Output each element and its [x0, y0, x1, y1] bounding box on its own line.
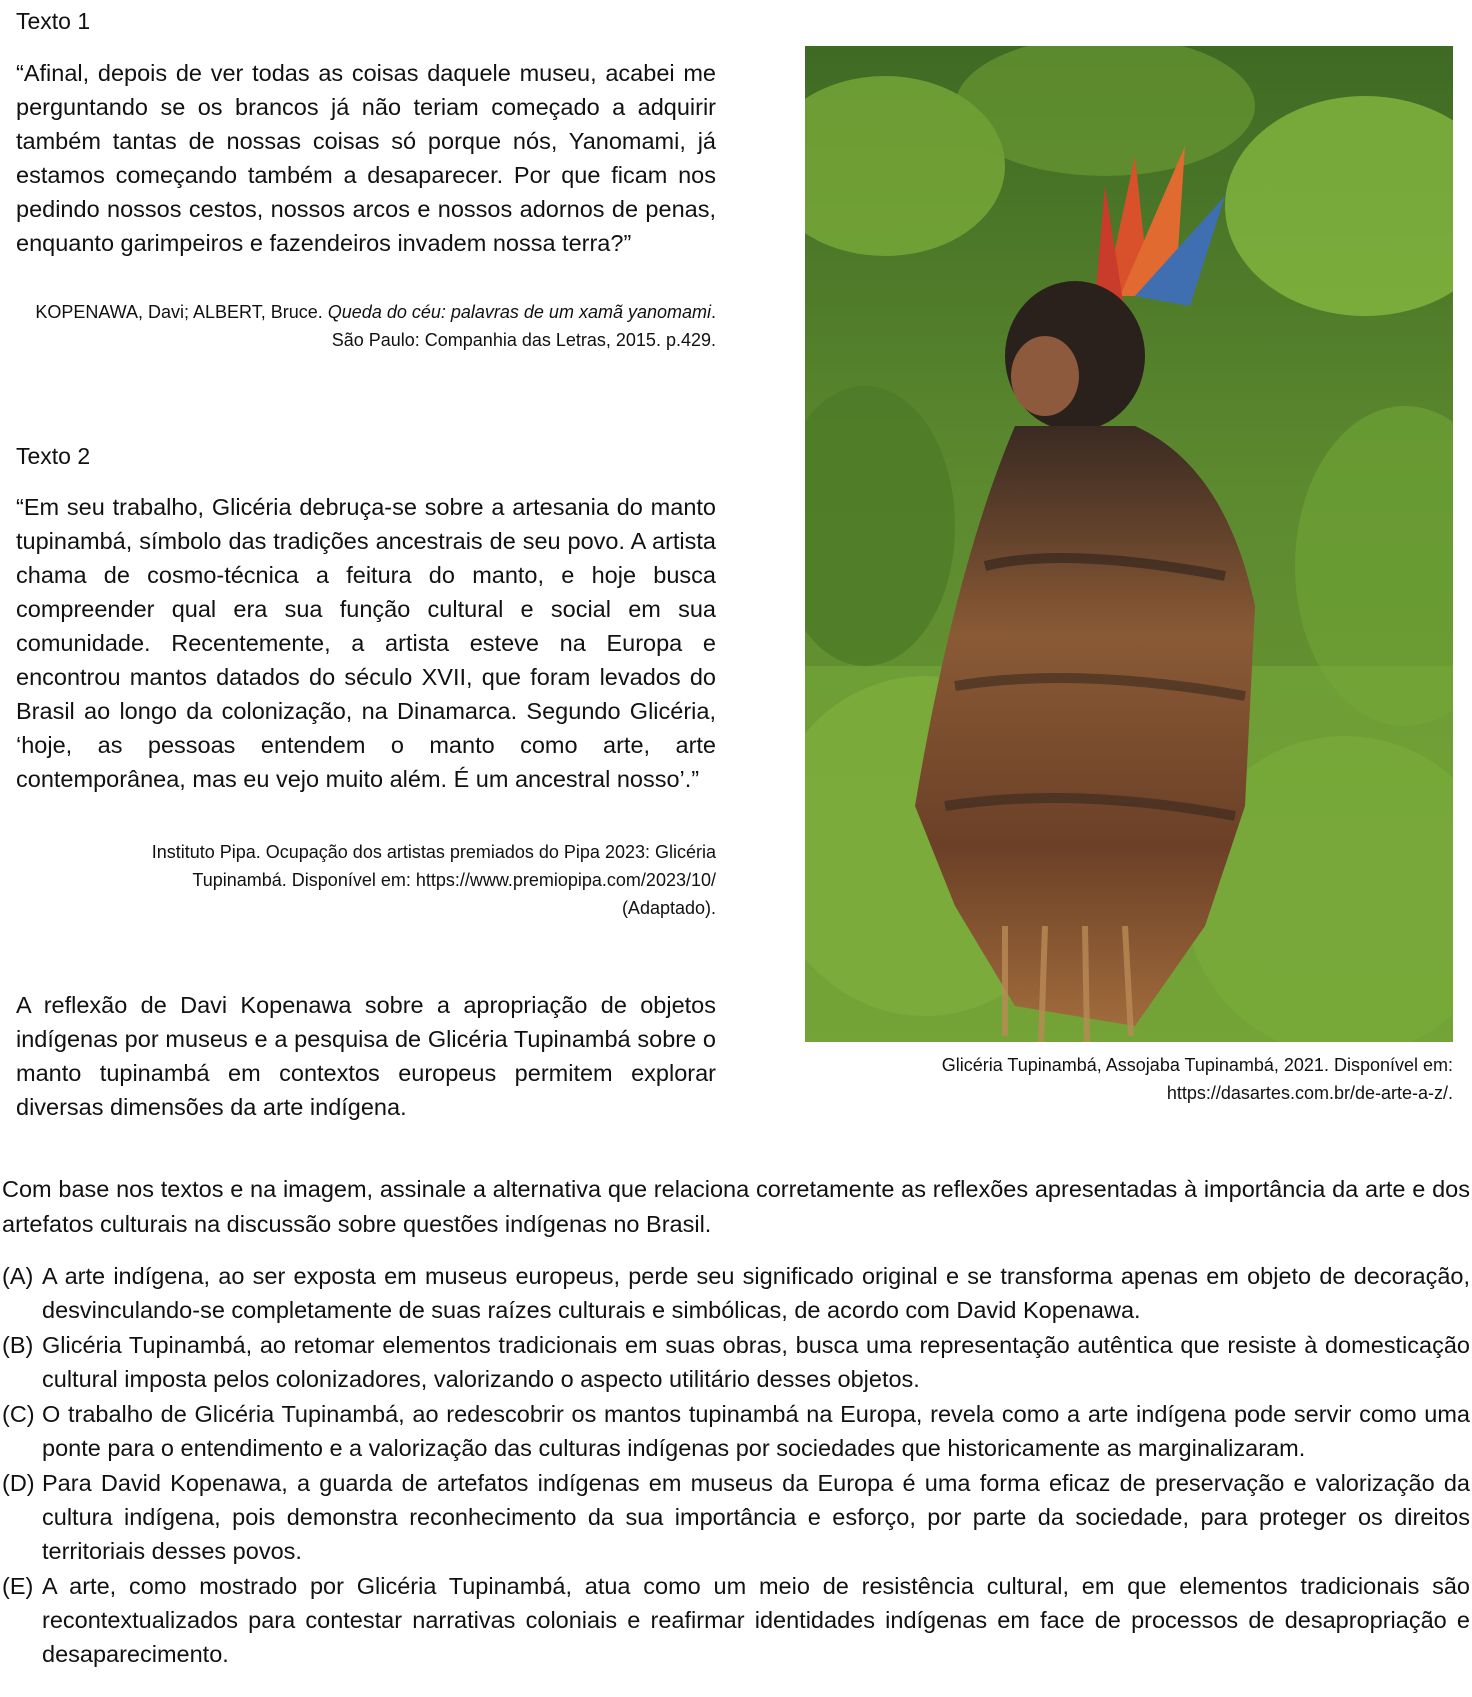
artwork-photo — [805, 46, 1453, 1042]
image-caption-line2: https://dasartes.com.br/de-arte-a-z/. — [1166, 1083, 1453, 1103]
option-d[interactable] — [2, 1466, 1470, 1568]
option-e[interactable] — [2, 1569, 1470, 1671]
option-d-text: Para David Kopenawa, a guarda de artefatos indígenas em museus da Europa é uma forma eficaz de preservação e valorização da cultura indígena, pois demonstra reconhecimento da sua importância e esforço, por parte da sociedade, para proteger os direitos territoriais desses povos. — [42, 1470, 1470, 1564]
option-b[interactable] — [2, 1328, 1470, 1396]
text2-citation — [16, 838, 716, 922]
text2-citation-line1: Instituto Pipa. Ocupação dos artistas premiados do Pipa 2023: Glicéria — [151, 842, 716, 862]
text2-quote: “Em seu trabalho, Glicéria debruça-se sobre a artesania do manto tupinambá, símbolo das tradições ancestrais de seu povo. A artista chama de cosmo-técnica a feitura do manto, e hoje busca compreender qual era sua função cultural e social em sua comunidade. Recentemente, a artista esteve na Europa e encontrou mantos datados do século XVII, que foram levados do Brasil ao longo da colonização, na Dinamarca. Segundo Glicéria, ‘hoje, as pessoas entendem o manto como arte, arte contemporânea, mas eu vejo muito além. É um ancestral nosso’.” — [16, 494, 716, 792]
text1-heading: Texto 1 — [16, 8, 91, 34]
text1-citation-title: Queda do céu: palavras de um xamã yanomami — [327, 302, 711, 322]
option-c[interactable] — [2, 1397, 1470, 1465]
text2-citation-line2: Tupinambá. Disponível em: https://www.premiopipa.com/2023/10/ — [192, 870, 716, 890]
option-e-text: A arte, como mostrado por Glicéria Tupinambá, atua como um meio de resistência cultural, em que elementos tradicionais são recontextualizados para contestar narrativas coloniais e reafirmar identidades indígenas em face de processos de desapropriação e desaparecimento. — [42, 1573, 1470, 1667]
option-a[interactable] — [2, 1259, 1470, 1327]
option-a-letter: (A) — [2, 1263, 34, 1289]
option-e-letter: (E) — [2, 1573, 34, 1599]
text2-citation-line3: (Adaptado). — [621, 898, 716, 918]
option-b-text: Glicéria Tupinambá, ao retomar elementos tradicionais em suas obras, busca uma representação autêntica que resiste à domesticação cultural imposta pelos colonizadores, valorizando o aspecto utilitário desses objetos. — [42, 1332, 1470, 1392]
option-c-text: O trabalho de Glicéria Tupinambá, ao redescobrir os mantos tupinambá na Europa, revela como a arte indígena pode servir como uma ponte para o entendimento e a valorização das culturas indígenas por sociedades que historicamente as marginalizaram. — [42, 1401, 1470, 1461]
option-d-letter: (D) — [2, 1470, 35, 1496]
text1-quote: “Afinal, depois de ver todas as coisas daquele museu, acabei me perguntando se os brancos já não teriam começado a adquirir também tantas de nossas coisas só porque nós, Yanomami, já estamos começando também a desaparecer. Por que ficam nos pedindo nossos cestos, nossos arcos e nossos adornos de penas, enquanto garimpeiros e fazendeiros invadem nossa terra?” — [16, 60, 716, 256]
text1-citation-rest: . São Paulo: Companhia das Letras, 2015. p.429. — [331, 302, 716, 350]
text1-citation — [16, 298, 716, 354]
option-a-text: A arte indígena, ao ser exposta em museus europeus, perde seu significado original e se transforma apenas em objeto de decoração, desvinculando-se completamente de suas raízes culturais e simbólicas, de acordo com David Kopenawa. — [42, 1263, 1470, 1323]
reflection-paragraph: A reflexão de Davi Kopenawa sobre a apropriação de objetos indígenas por museus e a pesquisa de Glicéria Tupinambá sobre o manto tupinambá em contextos europeus permitem explorar diversas dimensões da arte indígena. — [16, 992, 716, 1120]
option-b-letter: (B) — [2, 1332, 34, 1358]
text2-heading: Texto 2 — [16, 443, 91, 469]
option-c-letter: (C) — [2, 1401, 35, 1427]
image-caption-line1: Glicéria Tupinambá, Assojaba Tupinambá, 2021. Disponível em: — [941, 1055, 1453, 1075]
question-prompt: Com base nos textos e na imagem, assinale a alternativa que relaciona corretamente as reflexões apresentadas à importância da arte e dos artefatos culturais na discussão sobre questões indígenas no Brasil. — [2, 1176, 1470, 1237]
image-caption — [805, 1051, 1453, 1107]
answer-options — [2, 1259, 1470, 1672]
text1-citation-authors: KOPENAWA, Davi; ALBERT, Bruce. — [35, 302, 323, 322]
